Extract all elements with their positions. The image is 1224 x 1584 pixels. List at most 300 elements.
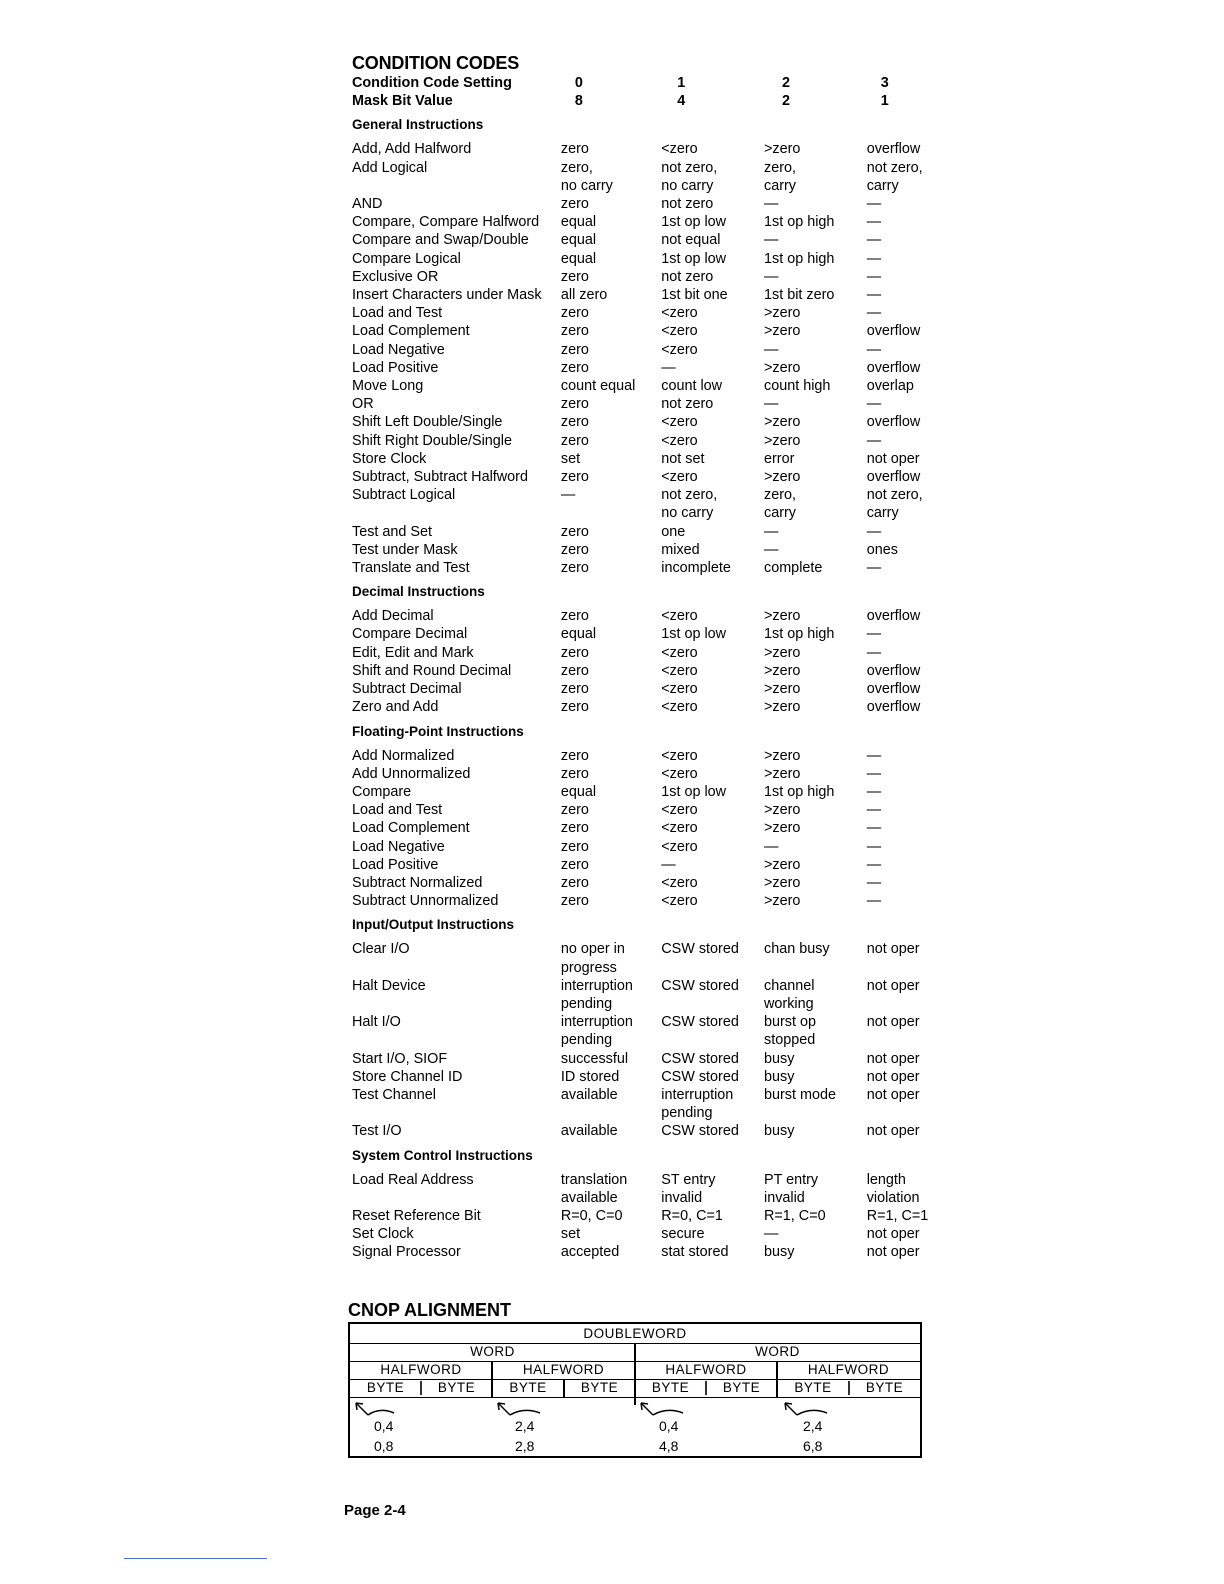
instruction-name — [352, 1189, 561, 1207]
instruction-name: Add Normalized — [352, 747, 455, 764]
condition-cell: working — [764, 995, 814, 1012]
condition-cell: all zero — [560, 287, 608, 304]
instruction-name: Store Channel ID — [352, 1068, 463, 1085]
condition-cell: equal — [560, 783, 597, 800]
condition-cell: pending — [560, 995, 613, 1012]
table-row — [352, 413, 952, 431]
condition-cell: <zero — [661, 432, 698, 449]
header-value: 0 — [574, 75, 583, 91]
condition-cell: overflow — [866, 608, 921, 625]
condition-cell: successful — [560, 1050, 629, 1067]
instruction-name: Load Negative — [352, 341, 445, 358]
table-row — [352, 250, 952, 268]
table-row — [352, 1225, 952, 1243]
instruction-name: Subtract Decimal — [352, 681, 462, 698]
condition-cell: >zero — [764, 608, 801, 625]
condition-cell: available — [560, 1086, 618, 1103]
instruction-name: Load Positive — [352, 856, 439, 873]
condition-cell: not oper — [866, 1123, 920, 1140]
instruction-name — [352, 1031, 561, 1049]
condition-cell: overflow — [866, 681, 921, 698]
condition-cell: not zero, — [661, 487, 718, 504]
condition-cell: >zero — [764, 820, 801, 837]
halfword-divider — [491, 1361, 493, 1397]
condition-cell: pending — [661, 1105, 713, 1122]
table-row — [352, 838, 952, 856]
condition-cell: interruption — [560, 977, 633, 994]
condition-cell: 1st op low — [661, 250, 727, 267]
condition-cell: — — [866, 305, 882, 322]
condition-cell: — — [764, 196, 779, 213]
condition-cell: zero — [560, 820, 589, 837]
condition-cell: >zero — [764, 699, 801, 716]
section-heading-row — [352, 1141, 952, 1171]
alignment-top: 2,4 — [803, 1418, 823, 1434]
halfword-divider — [776, 1361, 778, 1397]
condition-cell: overflow — [866, 662, 921, 679]
condition-cell: count high — [764, 378, 831, 395]
condition-cell: CSW stored — [661, 1050, 739, 1067]
condition-cell: — — [866, 802, 882, 819]
condition-cell: — — [764, 838, 779, 855]
instruction-name: Halt Device — [352, 977, 426, 994]
condition-cell: — — [866, 560, 882, 577]
condition-cell: not zero — [661, 196, 714, 213]
instruction-name: Subtract Logical — [352, 487, 456, 504]
condition-cell: busy — [764, 1050, 795, 1067]
condition-cell: zero — [560, 802, 589, 819]
condition-cell: — — [866, 820, 882, 837]
instruction-name: Reset Reference Bit — [352, 1207, 481, 1224]
condition-cell: interruption — [661, 1086, 734, 1103]
condition-cell — [661, 959, 764, 977]
instruction-name: Load and Test — [352, 802, 443, 819]
condition-cell: — — [661, 856, 676, 873]
alignment-bottom: 4,8 — [659, 1438, 679, 1454]
table-row — [352, 1013, 952, 1031]
instruction-name: Shift Right Double/Single — [352, 432, 512, 449]
condition-cell: <zero — [661, 305, 698, 322]
condition-cell: >zero — [764, 141, 801, 158]
condition-cell: not oper — [866, 1226, 920, 1243]
condition-cell: not oper — [866, 450, 920, 467]
instruction-name: Compare — [352, 783, 412, 800]
instruction-name: Compare Logical — [352, 250, 461, 267]
condition-cell: <zero — [661, 469, 698, 486]
condition-cell: complete — [764, 560, 823, 577]
condition-cell: set — [560, 450, 581, 467]
instruction-name: Shift and Round Decimal — [352, 662, 512, 679]
condition-cell: CSW stored — [661, 1123, 739, 1140]
instruction-name: Add, Add Halfword — [352, 141, 472, 158]
condition-cell: carry — [866, 505, 899, 522]
condition-cell: >zero — [764, 359, 801, 376]
table-row — [352, 698, 952, 716]
doubleword-row — [350, 1324, 920, 1344]
condition-cell: overflow — [866, 414, 921, 431]
condition-cell: not zero, — [661, 159, 718, 176]
condition-cell: secure — [661, 1226, 705, 1243]
halfword-label: HALFWORD — [380, 1362, 462, 1377]
condition-cell: zero — [560, 396, 589, 413]
byte-divider — [848, 1381, 850, 1395]
table-row — [352, 1086, 952, 1104]
table-row — [352, 140, 952, 158]
condition-cell: — — [866, 626, 882, 643]
condition-cell: no carry — [661, 505, 714, 522]
condition-cell: overflow — [866, 469, 921, 486]
condition-cell — [764, 959, 867, 977]
condition-cell: — — [661, 359, 676, 376]
instruction-name: Load Real Address — [352, 1171, 474, 1188]
condition-cell — [661, 995, 764, 1013]
section-heading: Input/Output Instructions — [352, 917, 514, 933]
condition-cell: <zero — [661, 747, 698, 764]
condition-cell: zero — [560, 541, 589, 558]
table-row — [352, 662, 952, 680]
condition-cell: — — [764, 541, 779, 558]
instruction-name: Move Long — [352, 378, 424, 395]
condition-cell: no carry — [560, 177, 613, 194]
table-row — [352, 177, 952, 195]
condition-cell: >zero — [764, 765, 801, 782]
condition-cell: stat stored — [661, 1244, 729, 1261]
section-heading-row — [352, 577, 952, 607]
table-row — [352, 959, 952, 977]
instruction-name: Translate and Test — [352, 560, 470, 577]
condition-cell: overflow — [866, 323, 921, 340]
condition-cell: zero — [560, 432, 589, 449]
condition-cell: progress — [560, 959, 617, 976]
table-row — [352, 1243, 952, 1261]
table-row — [352, 747, 952, 765]
instruction-name: Edit, Edit and Mark — [352, 644, 474, 661]
condition-cell: — — [764, 268, 779, 285]
condition-cell: not zero — [661, 268, 714, 285]
condition-cell: chan busy — [764, 941, 830, 958]
table-row — [352, 523, 952, 541]
table-row — [352, 468, 952, 486]
condition-cell: zero — [560, 681, 589, 698]
instruction-name: Test and Set — [352, 523, 432, 540]
byte-label: BYTE — [580, 1380, 619, 1395]
condition-cell: <zero — [661, 414, 698, 431]
condition-cell: >zero — [764, 681, 801, 698]
table-row — [352, 159, 952, 177]
condition-cell: zero — [560, 341, 589, 358]
condition-cell: zero — [560, 874, 589, 891]
instruction-name: Load Negative — [352, 838, 445, 855]
condition-cell — [867, 1031, 952, 1049]
instruction-name — [352, 504, 561, 522]
condition-cell: <zero — [661, 644, 698, 661]
condition-cell: R=1, C=1 — [866, 1207, 929, 1224]
table-row — [352, 304, 952, 322]
condition-cell — [561, 1104, 661, 1122]
condition-cell: zero — [560, 323, 589, 340]
condition-cell: interruption — [560, 1014, 633, 1031]
condition-cell: >zero — [764, 432, 801, 449]
condition-cell: <zero — [661, 820, 698, 837]
alignment-arrows — [350, 1397, 920, 1459]
alignment-bottom: 2,8 — [515, 1438, 535, 1454]
table-row — [352, 801, 952, 819]
condition-cell: carry — [866, 177, 899, 194]
condition-cell: not oper — [866, 1086, 920, 1103]
condition-cell: no carry — [661, 177, 714, 194]
header-value: 2 — [782, 93, 791, 110]
condition-cell: not zero, — [866, 487, 923, 504]
condition-cell: — — [866, 396, 882, 413]
instruction-name: Load and Test — [352, 305, 443, 322]
byte-divider — [563, 1379, 565, 1397]
instruction-name: Store Clock — [352, 450, 427, 467]
arrow-icon — [641, 1403, 683, 1415]
instruction-name: OR — [352, 396, 374, 413]
instruction-name: Subtract Unnormalized — [352, 893, 499, 910]
header-value: 8 — [574, 93, 583, 110]
byte-label: BYTE — [437, 1380, 476, 1395]
condition-cell: burst op — [764, 1014, 816, 1031]
condition-cell: zero — [560, 699, 589, 716]
instruction-name: Load Complement — [352, 820, 470, 837]
instruction-name: Halt I/O — [352, 1014, 401, 1031]
condition-cell: — — [866, 838, 882, 855]
header-value: 1 — [677, 75, 686, 91]
table-row — [352, 765, 952, 783]
condition-cell: not set — [661, 450, 705, 467]
condition-cell: count low — [661, 378, 723, 395]
condition-cell: zero — [560, 469, 589, 486]
condition-cell: — — [866, 214, 882, 231]
condition-cell: — — [866, 765, 882, 782]
table-row — [352, 268, 952, 286]
condition-cell: — — [866, 644, 882, 661]
condition-cell: not equal — [661, 232, 721, 249]
condition-cell: busy — [764, 1068, 795, 1085]
condition-cell: busy — [764, 1244, 795, 1261]
header-row — [352, 74, 952, 92]
instruction-name: Add Logical — [352, 159, 428, 176]
byte-label: BYTE — [366, 1380, 405, 1395]
condition-cell: 1st bit one — [661, 287, 728, 304]
condition-cell: 1st op low — [661, 626, 727, 643]
condition-cell — [764, 1104, 867, 1122]
instruction-name — [352, 995, 561, 1013]
condition-cell: channel — [764, 977, 815, 994]
instruction-name: Clear I/O — [352, 941, 410, 958]
condition-cell: — — [764, 1226, 779, 1243]
section-heading: Floating-Point Instructions — [352, 723, 524, 739]
instruction-name: Compare Decimal — [352, 626, 468, 643]
condition-cell — [867, 1104, 952, 1122]
condition-cell: >zero — [764, 893, 801, 910]
table-row — [352, 607, 952, 625]
instruction-name: Subtract Normalized — [352, 874, 483, 891]
condition-cell: zero — [560, 141, 589, 158]
byte-label: BYTE — [722, 1380, 761, 1395]
condition-cell: one — [661, 523, 686, 540]
condition-cell: — — [866, 268, 882, 285]
condition-cell: invalid — [661, 1189, 703, 1206]
condition-cell: not oper — [866, 1014, 920, 1031]
instruction-name — [352, 177, 561, 195]
condition-cell: carry — [764, 177, 796, 194]
condition-cell: 1st op high — [764, 783, 835, 800]
condition-cell: — — [866, 874, 882, 891]
table-row — [352, 1068, 952, 1086]
condition-cell: incomplete — [661, 560, 731, 577]
condition-cell — [867, 959, 952, 977]
condition-cell: CSW stored — [661, 1014, 739, 1031]
instruction-name: Compare and Swap/Double — [352, 232, 529, 249]
condition-cell: not oper — [866, 977, 920, 994]
condition-cell: zero — [560, 359, 589, 376]
arrow-icon — [498, 1403, 540, 1415]
condition-codes-section — [352, 52, 952, 1262]
table-row — [352, 1031, 952, 1049]
instruction-name: Compare, Compare Halfword — [352, 214, 540, 231]
condition-cell: zero — [560, 662, 589, 679]
condition-cell: — — [764, 396, 779, 413]
table-row — [352, 977, 952, 995]
condition-cell: accepted — [560, 1244, 620, 1261]
table-row — [352, 195, 952, 213]
condition-cell: ST entry — [661, 1171, 716, 1188]
instruction-name: Subtract, Subtract Halfword — [352, 469, 528, 486]
condition-cell — [867, 995, 952, 1013]
condition-cell: 1st op low — [661, 783, 727, 800]
instruction-name: Test under Mask — [352, 541, 458, 558]
section-heading: System Control Instructions — [352, 1147, 533, 1163]
cnop-title: CNOP ALIGNMENT — [348, 1300, 512, 1320]
table-row — [352, 213, 952, 231]
alignment-bottom: 6,8 — [803, 1438, 823, 1454]
table-row — [352, 231, 952, 249]
instruction-name: Insert Characters under Mask — [352, 287, 542, 304]
table-row — [352, 1050, 952, 1068]
header-label: Condition Code Setting — [352, 75, 512, 91]
alignment-top: 0,4 — [374, 1418, 394, 1434]
condition-cell: >zero — [764, 305, 801, 322]
instruction-name: Add Unnormalized — [352, 765, 471, 782]
header-label: Mask Bit Value — [352, 93, 453, 110]
condition-cell: >zero — [764, 874, 801, 891]
condition-cell: zero — [560, 523, 589, 540]
condition-cell: invalid — [764, 1189, 805, 1206]
instruction-name: Add Decimal — [352, 608, 434, 625]
condition-cell: busy — [764, 1123, 795, 1140]
section-heading: General Instructions — [352, 117, 484, 133]
table-row — [352, 286, 952, 304]
condition-cell: not oper — [866, 1068, 920, 1085]
instruction-name: Test Channel — [352, 1086, 436, 1103]
byte-label: BYTE — [794, 1380, 832, 1395]
condition-cell: — — [764, 341, 779, 358]
condition-cell: >zero — [764, 856, 801, 873]
condition-codes-table — [352, 74, 952, 1262]
condition-cell: mixed — [661, 541, 700, 558]
table-row — [352, 856, 952, 874]
halfword-label: HALFWORD — [807, 1362, 890, 1377]
condition-cell: zero — [560, 838, 589, 855]
instruction-name: AND — [352, 196, 383, 213]
table-row — [352, 322, 952, 340]
section-title: CONDITION CODES — [352, 53, 520, 73]
table-row — [352, 559, 952, 577]
condition-cell: equal — [560, 214, 597, 231]
condition-cell: not oper — [866, 1244, 920, 1261]
condition-cell: zero — [560, 608, 589, 625]
condition-cell: — — [866, 341, 882, 358]
condition-cell: CSW stored — [661, 977, 739, 994]
condition-cell: burst mode — [764, 1086, 836, 1103]
condition-cell: — — [866, 432, 882, 449]
byte-label: BYTE — [651, 1380, 690, 1395]
condition-cell: zero — [560, 893, 589, 910]
table-row — [352, 1189, 952, 1207]
table-row — [352, 892, 952, 910]
condition-cell: <zero — [661, 341, 698, 358]
table-row — [352, 1122, 952, 1140]
section-heading: Decimal Instructions — [352, 584, 485, 600]
table-row — [352, 874, 952, 892]
condition-cell: >zero — [764, 644, 801, 661]
condition-cell: — — [866, 250, 882, 267]
byte-label: BYTE — [509, 1380, 547, 1395]
condition-cell: ID stored — [560, 1068, 620, 1085]
condition-cell: — — [866, 856, 882, 873]
condition-cell: <zero — [661, 141, 698, 158]
condition-cell: overflow — [866, 699, 921, 716]
word-divider — [634, 1343, 636, 1397]
byte-label: BYTE — [865, 1380, 904, 1395]
condition-cell: count equal — [560, 378, 636, 395]
condition-cell: 1st op high — [764, 626, 835, 643]
condition-cell: not oper — [866, 1050, 920, 1067]
condition-cell: not zero — [661, 396, 714, 413]
condition-cell: <zero — [661, 874, 698, 891]
condition-cell: >zero — [764, 323, 801, 340]
table-row — [352, 625, 952, 643]
alignment-bottom: 0,8 — [374, 1438, 394, 1454]
table-row — [352, 644, 952, 662]
table-row — [352, 450, 952, 468]
footer-rule — [124, 1558, 267, 1559]
condition-cell: — — [866, 893, 882, 910]
alignment-top: 2,4 — [515, 1418, 535, 1434]
condition-cell: overflow — [866, 359, 921, 376]
condition-cell: zero — [560, 747, 589, 764]
condition-cell: — — [866, 232, 882, 249]
condition-cell: zero — [560, 268, 589, 285]
condition-cell — [661, 1031, 764, 1049]
condition-cell: >zero — [764, 802, 801, 819]
condition-cell: zero, — [560, 159, 593, 176]
condition-cell: <zero — [661, 608, 698, 625]
condition-cell: — — [866, 523, 882, 540]
condition-cell: <zero — [661, 893, 698, 910]
condition-cell: stopped — [764, 1032, 816, 1049]
condition-cell: — — [560, 487, 576, 504]
table-row — [352, 819, 952, 837]
table-row — [352, 541, 952, 559]
header-value: 3 — [880, 75, 889, 91]
condition-cell: equal — [560, 250, 597, 267]
condition-cell: violation — [866, 1189, 920, 1206]
page-number: Page 2-4 — [344, 1502, 406, 1519]
instruction-name: Zero and Add — [352, 699, 439, 716]
